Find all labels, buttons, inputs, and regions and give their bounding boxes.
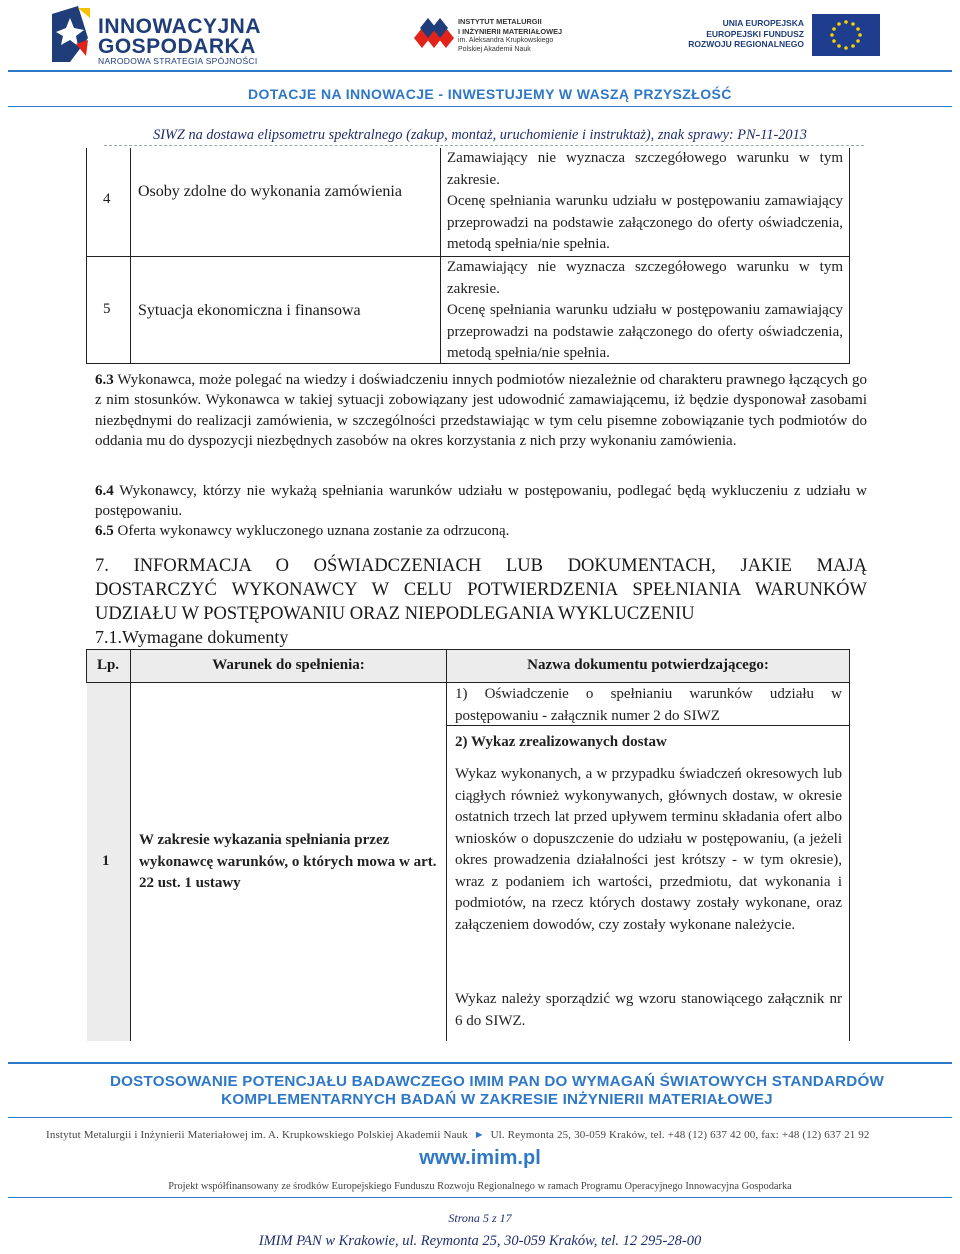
innowacyjna-gospodarka-logo <box>48 4 278 66</box>
imim-line4: Polskiej Akademii Nauk <box>458 45 531 53</box>
section-number: 6.4 <box>95 483 114 499</box>
section-number: 6.3 <box>95 372 114 388</box>
imim-mark-icon <box>414 18 454 54</box>
footer-url[interactable]: www.imim.pl <box>419 1147 541 1169</box>
footer-address-line: Instytut Metalurgii i Inżynierii Materiałowej im. A. Krupkowskiego Polskiej Akademii Nauk ► Ul. Reymonta 25, 30-059 Kraków, tel. +48 (12) 637 42 00, fax: +48 (12) 637 21 92 <box>46 1129 870 1141</box>
section-6-5 <box>95 521 867 541</box>
page-number: Strona 5 z 17 <box>448 1211 512 1225</box>
table-row-num: 5 <box>103 301 111 317</box>
doc-1: 1) Oświadczenie o spełnianiu warunków udziału w postępowaniu - załącznik numer 2 do SIWZ <box>455 686 842 724</box>
bottom-address: IMIM PAN w Krakowie, ul. Reymonta 25, 30-059 Kraków, tel. 12 295-28-00 <box>258 1233 702 1249</box>
heading-line-1: 7. INFORMACJA O OŚWIADCZENIACH LUB DOKUMENTACH, JAKIE MAJĄ <box>95 556 867 576</box>
section-number: 7. <box>95 556 109 576</box>
header-condition: Warunek do spełnienia: <box>212 657 365 673</box>
header-lp: Lp. <box>96 657 120 673</box>
footer-title-line2: KOMPLEMENTARNYCH BADAŃ W ZAKRESIE INŻYNIERII MATERIAŁOWEJ <box>221 1091 773 1108</box>
eu-flag-icon <box>812 14 880 56</box>
heading-line-3: UDZIAŁU W POSTĘPOWANIU ORAZ NIEPODLEGANIA WYKLUCZENIU <box>95 604 695 624</box>
row-condition: W zakresie wykazania spełniania przez wykonawcę warunków, o których mowa w art. 22 ust. 1 ustawy <box>139 832 437 891</box>
imim-line3: im. Aleksandra Krupkowskiego <box>458 37 554 44</box>
table-row-text1: Zamawiający nie wyznacza szczegółowego warunku w tym zakresie. <box>447 150 843 188</box>
ig-line2: GOSPODARKA <box>98 35 256 58</box>
doc-2-title: 2) Wykaz zrealizowanych dostaw <box>455 734 667 750</box>
ig-star-icon <box>48 4 92 64</box>
header-document: Nazwa dokumentu potwierdzającego: <box>527 657 769 673</box>
table-row-text2: Ocenę spełniania warunku udziału w postępowaniu zamawiający przeprowadzi na podstawie załączonego do oferty oświadczenia, metodą spełnia/nie spełnia. <box>447 302 843 361</box>
footer-rule <box>8 1062 952 1064</box>
doc-2-note: Wykaz należy sporządzić wg wzoru stanowiącego załącznik nr 6 do SIWZ. <box>455 991 842 1029</box>
table-row-text2: Ocenę spełniania warunku udziału w postępowaniu zamawiający przeprowadzi na podstawie załączonego do oferty oświadczenia, metodą spełnia/nie spełnia. <box>447 193 843 252</box>
running-head-rule <box>104 145 864 146</box>
section-6-4 <box>95 481 867 522</box>
ig-line3: NARODOWA STRATEGIA SPÓJNOŚCI <box>98 56 258 66</box>
section-text: Wykonawcy, którzy nie wykażą spełniania warunków udziału w postępowaniu, podlegać będą wykluczeniu z udziału w postępowaniu. <box>95 483 867 520</box>
table-row-title: Osoby zdolne do wykonania zamówienia <box>138 183 402 200</box>
running-head: SIWZ na dostawa elipsometru spektralnego (zakup, montaż, uruchomienie i instruktaż), znak sprawy: PN-11-2013 <box>153 127 807 143</box>
subsection-7-1: 7.1.Wymagane dokumenty <box>95 627 289 647</box>
eu-logo-text <box>688 18 804 50</box>
section-number: 6.5 <box>95 523 114 539</box>
imim-line2: I INŻYNIERII MATERIAŁOWEJ <box>458 26 563 36</box>
eu-line3: ROZWOJU REGIONALNEGO <box>688 39 804 49</box>
ig-line1: INNOWACYJNA <box>98 15 262 38</box>
table-row-title: Sytuacja ekonomiczna i finansowa <box>138 302 361 319</box>
doc-2-text: Wykaz wykonanych, a w przypadku świadczeń okresowych lub ciągłych również wykonywanych, głównych dostaw, w okresie ostatnich trzech lat przed upływem terminu składania ofert albo wniosków o dopuszczenie do udziału w postępowaniu, (a jeżeli okres prowadzenia działalności jest krótszy - w tym okresie), wraz z podaniem ich wartości, przedmiotu, dat wykonania i podmiotów, na rzecz których dostawy zostały wykonane, oraz załączeniem dowodów, czy zostały wykonane należycie. <box>455 766 842 933</box>
footer-institute: Instytut Metalurgii i Inżynierii Materiałowej im. A. Krupkowskiego Polskiej Akademii Nauk <box>46 1129 468 1141</box>
table-row-text1: Zamawiający nie wyznacza szczegółowego warunku w tym zakresie. <box>447 259 843 297</box>
table-row-num: 4 <box>103 191 111 207</box>
section-text: Wykonawca, może polegać na wiedzy i doświadczeniu innych podmiotów niezależnie od charakteru prawnego łączących go z nim stosunków. Wykonawca w takiej sytuacji zobowiązany jest udowodnić zamawiającemu, iż będzie dysponował zasobami niezbędnymi do realizacji zamówienia, w szczególności przedstawiając w tym celu pisemne zobowiązanie tych podmiotów do oddania mu do dyspozycji niezbędnych zasobów na okres korzystania z nich przy wykonaniu zamówienia. <box>95 372 867 449</box>
footer-rule-3 <box>8 1197 952 1198</box>
row-number: 1 <box>102 853 110 869</box>
footer-project: Projekt współfinansowany ze środków Europejskiego Funduszu Rozwoju Regionalnego w ramach Programu Operacyjnego Innowacyjna Gospodarka <box>168 1181 792 1192</box>
documents-table <box>86 649 850 1041</box>
footer-title-line1: DOSTOSOWANIE POTENCJAŁU BADAWCZEGO IMIM PAN DO WYMAGAŃ ŚWIATOWYCH STANDARDÓW <box>110 1073 884 1090</box>
header-rule <box>8 70 952 72</box>
footer-title <box>82 1073 912 1109</box>
section-text: Oferta wykonawcy wykluczonego uznana zostanie za odrzuconą. <box>117 523 510 539</box>
conditions-table <box>86 148 850 364</box>
slogan: DOTACJE NA INNOWACJE - INWESTUJEMY W WASZĄ PRZYSZŁOŚĆ <box>248 86 732 102</box>
eu-line2: EUROPEJSKI FUNDUSZ <box>706 28 804 39</box>
section-6-3 <box>95 370 867 451</box>
imim-logo <box>414 16 574 56</box>
footer-address: Ul. Reymonta 25, 30-059 Kraków, tel. +48 (12) 637 42 00, fax: +48 (12) 637 21 92 <box>490 1129 870 1141</box>
imim-line1: INSTYTUT METALURGII <box>458 17 542 26</box>
section-7-heading <box>95 554 867 626</box>
footer-rule-2 <box>8 1117 952 1118</box>
eu-line1: UNIA EUROPEJSKA <box>722 18 804 28</box>
eu-logo <box>690 14 880 56</box>
imim-logo-text <box>458 18 562 54</box>
header-rule-2 <box>8 106 952 107</box>
heading-line-2: DOSTARCZYĆ WYKONAWCY W CELU POTWIERDZENIA SPEŁNIANIA WARUNKÓW <box>95 580 867 600</box>
